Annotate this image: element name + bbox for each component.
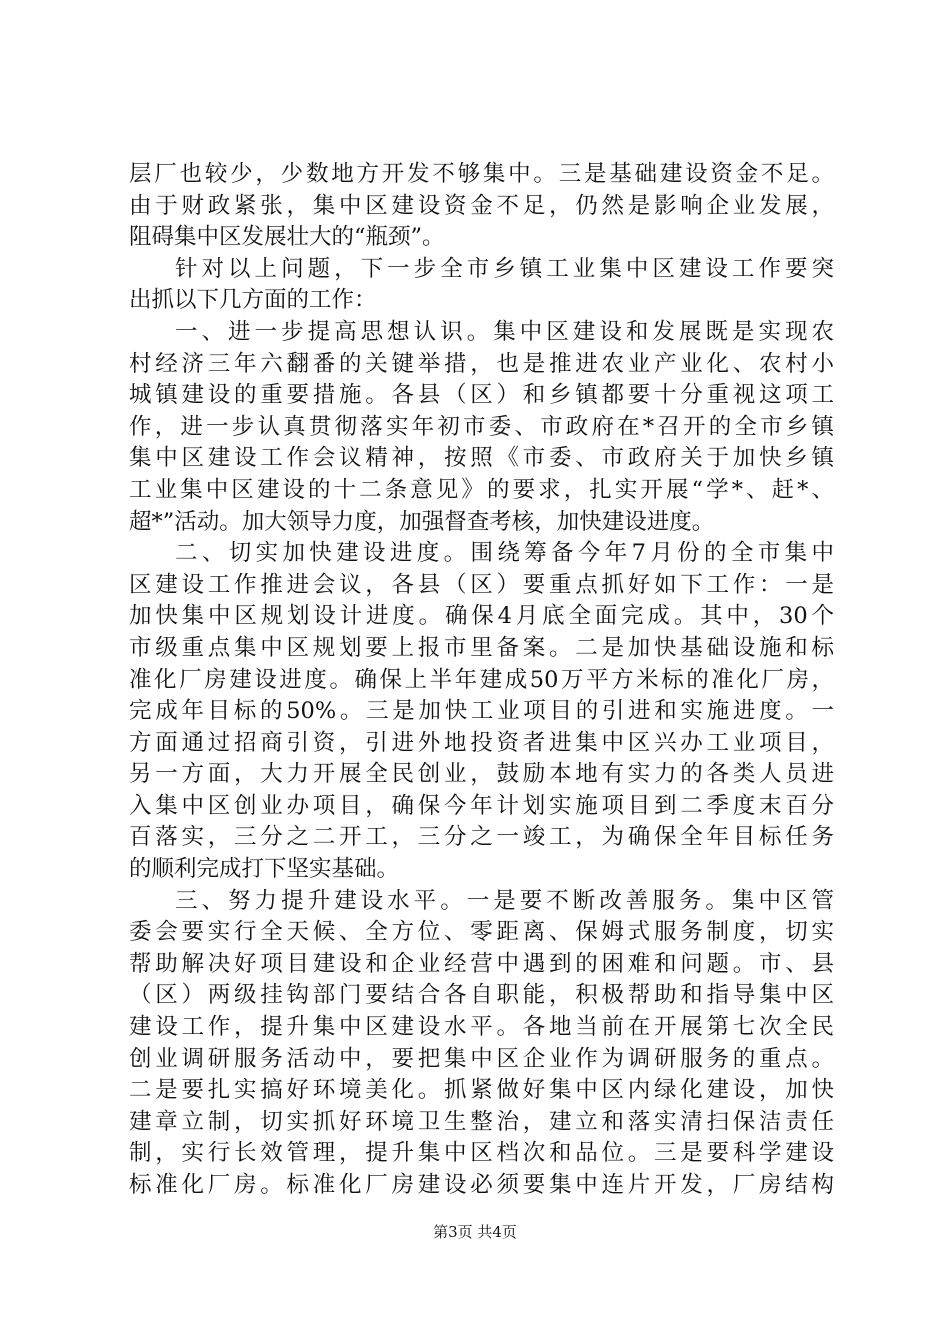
text-line: （区）两级挂钩部门要结合各自职能，积极帮助和指导集中区	[129, 982, 834, 1009]
text-line: 二是要扎实搞好环境美化。抓紧做好集中区内绿化建设，加快	[129, 1077, 834, 1104]
text-line: 作，进一步认真贯彻落实年初市委、市政府在*召开的全市乡镇	[129, 413, 834, 440]
page-number-footer: 第3页 共4页	[433, 1223, 517, 1241]
text-line: 一、进一步提高思想认识。集中区建设和发展既是实现农	[175, 318, 834, 345]
text-line: 委会要实行全天候、全方位、零距离、保姆式服务制度，切实	[129, 919, 834, 946]
text-line: 阻碍集中区发展壮大的“瓶颈”。	[129, 224, 445, 251]
text-line: 二、切实加快建设进度。围绕筹备今年7月份的全市集中	[175, 540, 834, 567]
text-line: 层厂也较少，少数地方开发不够集中。三是基础建设资金不足。	[129, 161, 834, 187]
text-line: 标准化厂房。标准化厂房建设必须要集中连片开发，厂房结构	[129, 1172, 834, 1198]
text-line: 针对以上问题，下一步全市乡镇工业集中区建设工作要突	[175, 255, 834, 282]
text-line: 的顺利完成打下坚实基础。	[129, 856, 400, 883]
text-line: 入集中区创业办项目，确保今年计划实施项目到二季度末百分	[129, 792, 834, 819]
document-body	[129, 159, 834, 1202]
text-line: 由于财政紧张，集中区建设资金不足，仍然是影响企业发展，	[129, 192, 834, 219]
text-line: 超*”活动。加大领导力度，加强督查考核，加快建设进度。	[129, 508, 715, 535]
text-line: 加快集中区规划设计进度。确保4月底全面完成。其中，30个	[129, 603, 834, 630]
text-line: 制，实行长效管理，提升集中区档次和品位。三是要科学建设	[129, 1140, 834, 1167]
text-line: 出抓以下几方面的工作：	[129, 287, 377, 314]
text-line: 集中区建设工作会议精神，按照《市委、市政府关于加快乡镇	[129, 445, 834, 472]
text-line: 三、努力提升建设水平。一是要不断改善服务。集中区管	[175, 887, 834, 914]
text-line: 区建设工作推进会议，各县（区）要重点抓好如下工作：一是	[129, 571, 834, 598]
text-line: 市级重点集中区规划要上报市里备案。二是加快基础设施和标	[129, 634, 834, 661]
text-line: 建章立制，切实抓好环境卫生整治，建立和落实清扫保洁责任	[129, 1108, 834, 1135]
text-line: 另一方面，大力开展全民创业，鼓励本地有实力的各类人员进	[129, 761, 834, 788]
text-line: 村经济三年六翻番的关键举措，也是推进农业产业化、农村小	[129, 350, 834, 377]
text-line: 方面通过招商引资，引进外地投资者进集中区兴办工业项目，	[129, 729, 834, 756]
text-line: 准化厂房建设进度。确保上半年建成50万平方米标的准化厂房，	[129, 666, 834, 693]
text-line: 建设工作，提升集中区建设水平。各地当前在开展第七次全民	[129, 1014, 834, 1041]
text-line: 工业集中区建设的十二条意见》的要求，扎实开展“学*、赶*、	[129, 476, 834, 503]
text-line: 完成年目标的50%。三是加快工业项目的引进和实施进度。一	[129, 698, 834, 725]
text-line: 帮助解决好项目建设和企业经营中遇到的困难和问题。市、县	[129, 950, 834, 977]
text-line: 城镇建设的重要措施。各县（区）和乡镇都要十分重视这项工	[129, 382, 834, 409]
text-line: 创业调研服务活动中，要把集中区企业作为调研服务的重点。	[129, 1045, 834, 1072]
text-line: 百落实，三分之二开工，三分之一竣工，为确保全年目标任务	[129, 824, 834, 851]
